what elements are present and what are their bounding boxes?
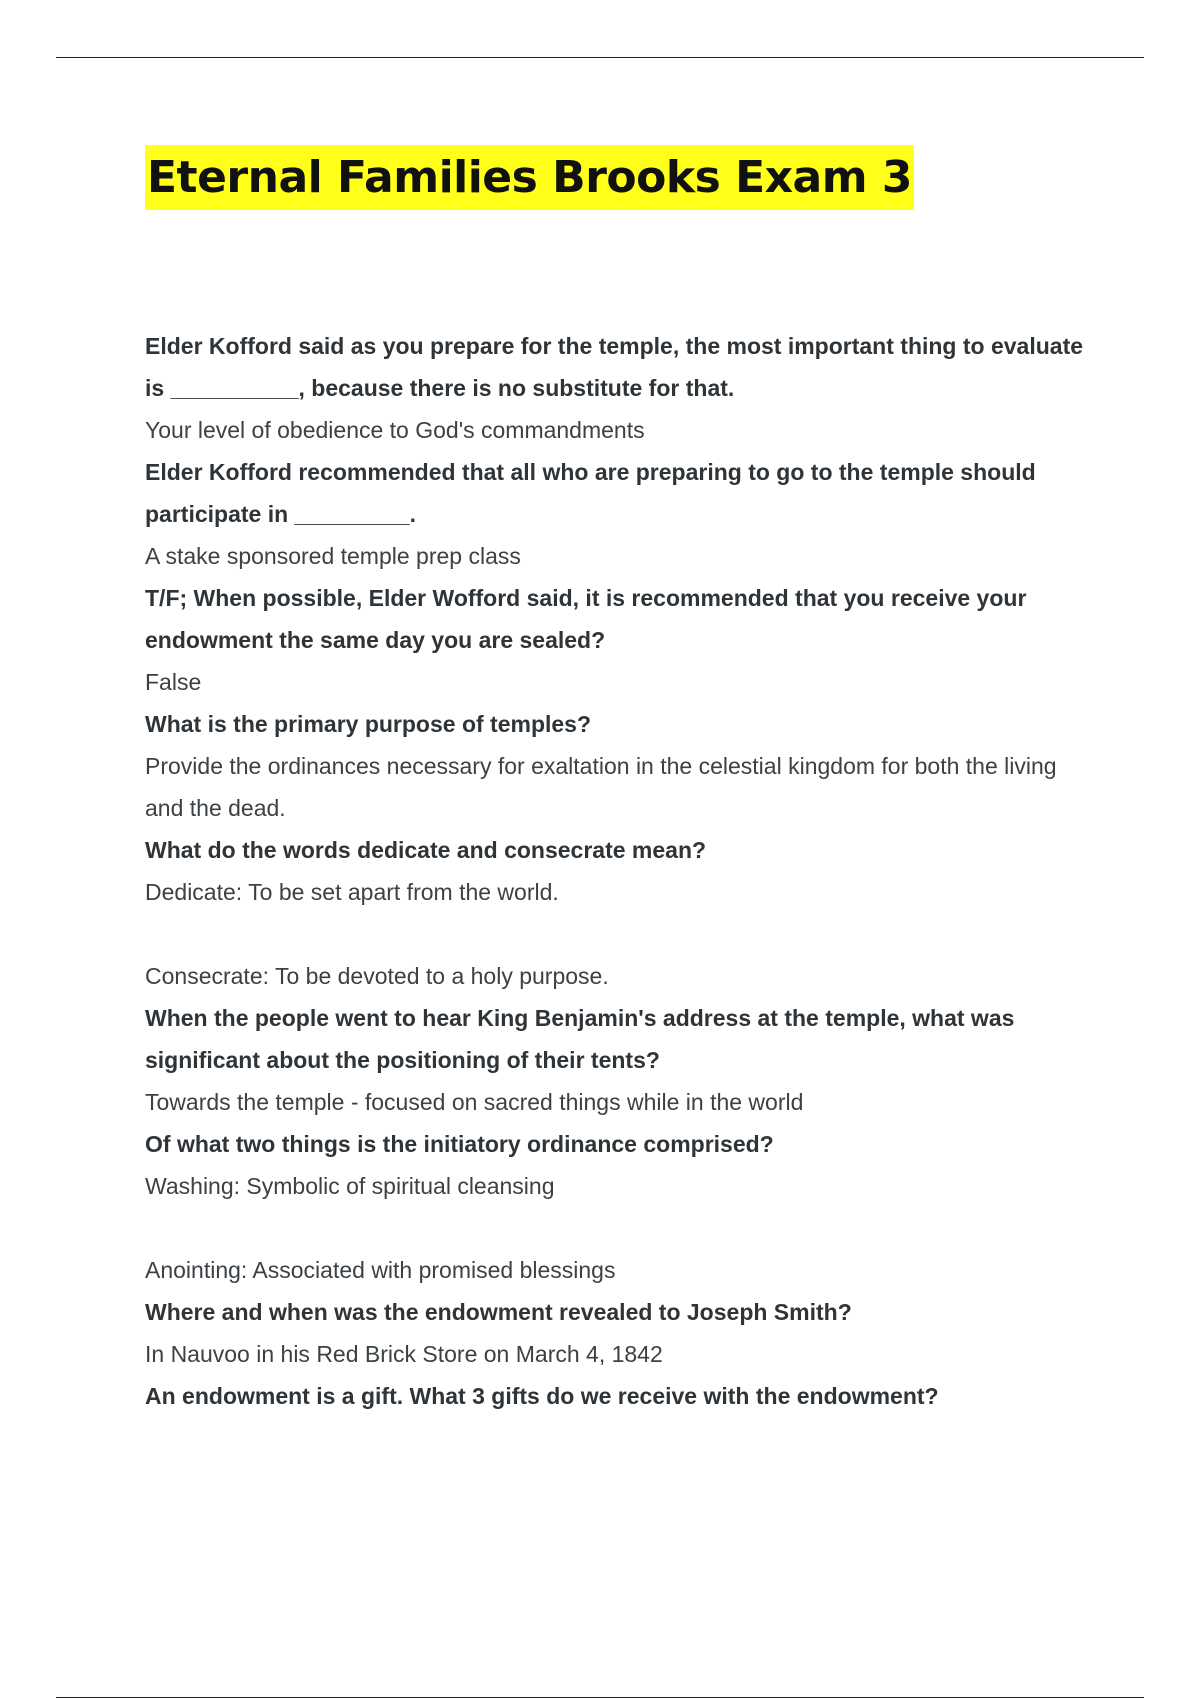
- answer-text: A stake sponsored temple prep class: [145, 543, 521, 569]
- question-text: Where and when was the endowment revealed to Joseph Smith?: [145, 1299, 852, 1325]
- qa-item: [145, 1291, 1100, 1375]
- question-text: T/F; When possible, Elder Wofford said, it is recommended that you receive your endowment the same day you are sealed?: [145, 585, 1027, 653]
- qa-item: [145, 829, 1100, 997]
- document-title: Eternal Families Brooks Exam 3: [145, 145, 914, 210]
- answer-text: Towards the temple - focused on sacred things while in the world: [145, 1089, 804, 1115]
- qa-item: [145, 577, 1100, 703]
- qa-list: [145, 325, 1100, 1417]
- question-text: Of what two things is the initiatory ordinance comprised?: [145, 1131, 774, 1157]
- answer-text: Provide the ordinances necessary for exaltation in the celestial kingdom for both the living and the dead.: [145, 753, 1057, 821]
- top-rule: [56, 57, 1144, 58]
- answer-text: Washing: Symbolic of spiritual cleansing Anointing: Associated with promised blessings: [145, 1173, 616, 1283]
- answer-text: False: [145, 669, 202, 695]
- bottom-rule: [56, 1697, 1144, 1698]
- qa-item: [145, 997, 1100, 1123]
- question-text: An endowment is a gift. What 3 gifts do we receive with the endowment?: [145, 1383, 939, 1409]
- question-text: When the people went to hear King Benjamin's address at the temple, what was significant about the positioning of their tents?: [145, 1005, 1015, 1073]
- qa-item: [145, 451, 1100, 577]
- answer-text: In Nauvoo in his Red Brick Store on March 4, 1842: [145, 1341, 663, 1367]
- question-text: Elder Kofford recommended that all who are preparing to go to the temple should participate in _________.: [145, 459, 1036, 527]
- qa-item: [145, 1375, 1100, 1417]
- qa-item: [145, 325, 1100, 451]
- question-text: What is the primary purpose of temples?: [145, 711, 592, 737]
- question-text: What do the words dedicate and consecrate mean?: [145, 837, 707, 863]
- question-text: Elder Kofford said as you prepare for the temple, the most important thing to evaluate is __________, because there is no substitute for that.: [145, 333, 1084, 401]
- title-block: [145, 145, 914, 210]
- answer-text: Dedicate: To be set apart from the world. Consecrate: To be devoted to a holy purpose.: [145, 879, 609, 989]
- answer-text: Your level of obedience to God's commandments: [145, 417, 645, 443]
- qa-item: [145, 1123, 1100, 1291]
- qa-item: [145, 703, 1100, 829]
